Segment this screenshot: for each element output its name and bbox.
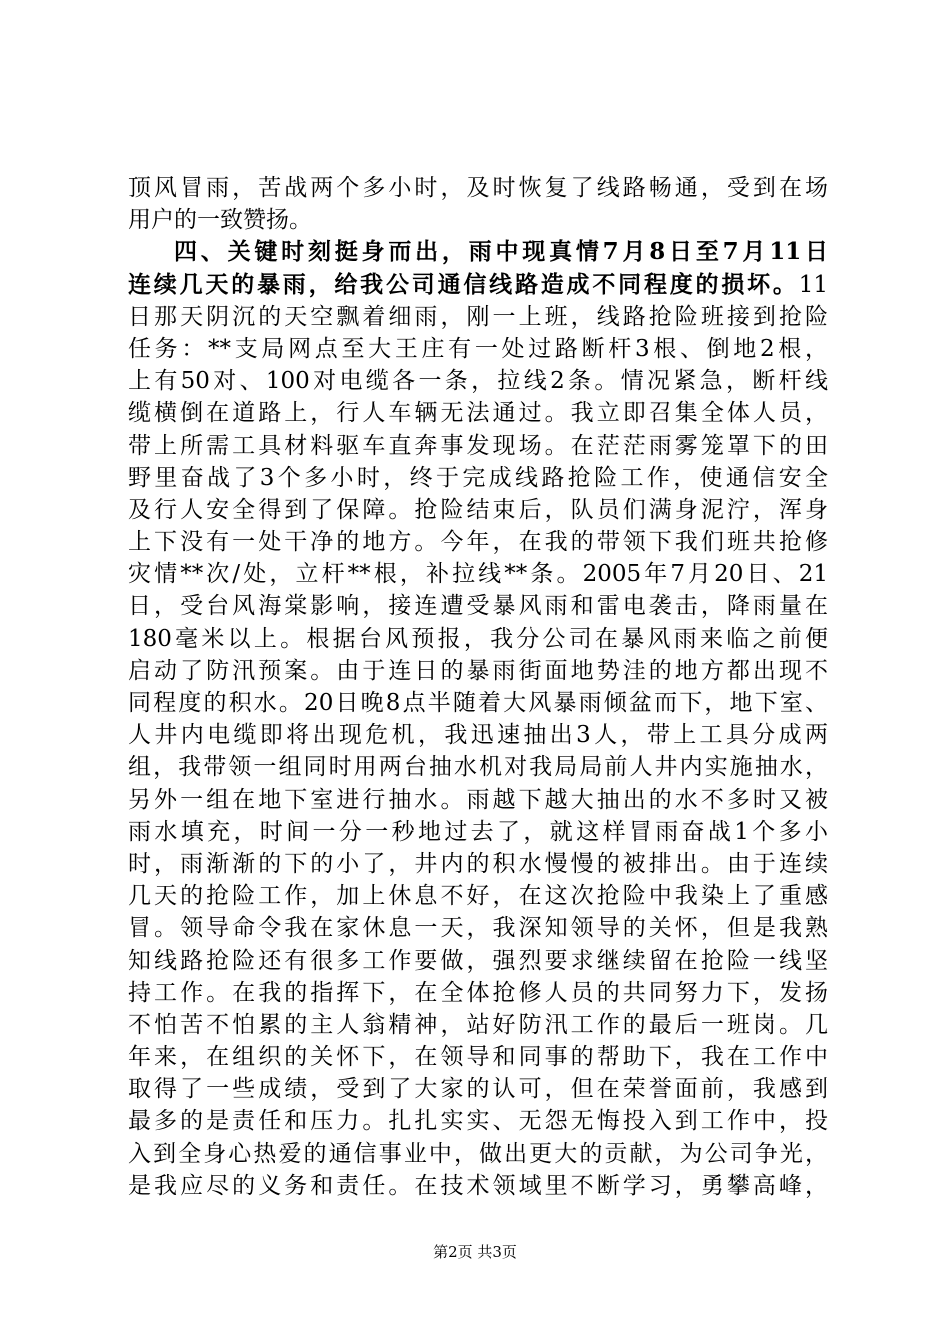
- text-line: 最多的是责任和压力。扎扎实实、无怨无悔投入到工作中，投: [128, 1108, 828, 1135]
- text-line: 及行人安全得到了保障。抢险结束后，队员们满身泥泞，浑身: [128, 496, 828, 523]
- text-line: 上有50对、100对电缆各一条，拉线2条。情况紧急，断杆线: [128, 368, 828, 395]
- text-line: 启动了防汛预案。由于连日的暴雨街面地势洼的地方都出现不: [128, 657, 828, 684]
- text-line: 是我应尽的义务和责任。在技术领域里不断学习，勇攀高峰，: [128, 1172, 828, 1199]
- text-line: 入到全身心热爱的通信事业中，做出更大的贡献，为公司争光，: [128, 1140, 828, 1167]
- page-footer: 第2页 共3页: [433, 1243, 517, 1261]
- section-heading-line: 四、关键时刻挺身而出，雨中现真情7月8日至7月11日: [174, 238, 828, 266]
- text-line: 带上所需工具材料驱车直奔事发现场。在茫茫雨雾笼罩下的田: [128, 432, 828, 459]
- text-line: 知线路抢险还有很多工作要做，强烈要求继续留在抢险一线坚: [128, 947, 828, 974]
- text-line: 上下没有一处干净的地方。今年，在我的带领下我们班共抢修: [128, 529, 828, 556]
- text-line: 年来，在组织的关怀下，在领导和同事的帮助下，我在工作中: [128, 1044, 828, 1071]
- text-line: 持工作。在我的指挥下，在全体抢修人员的共同努力下，发扬: [128, 979, 828, 1006]
- text-line: 野里奋战了3个多小时，终于完成线路抢险工作，使通信安全: [128, 464, 828, 491]
- text-line: 任务：**支局网点至大王庄有一处过路断杆3根、倒地2根，: [128, 335, 828, 362]
- text-line: 时，雨渐渐的下的小了，井内的积水慢慢的被排出。由于连续: [128, 850, 828, 877]
- text-line: 顶风冒雨，苦战两个多小时，及时恢复了线路畅通，受到在场: [128, 175, 828, 201]
- text-line: 几天的抢险工作，加上休息不好，在这次抢险中我染上了重感: [128, 883, 828, 910]
- text-line: 日那天阴沉的天空飘着细雨，刚一上班，线路抢险班接到抢险: [128, 303, 828, 330]
- text-line: 雨水填充，时间一分一秒地过去了，就这样冒雨奋战1个多小: [128, 818, 828, 845]
- section-heading-tail: 连续几天的暴雨，给我公司通信线路造成不同程度的损坏。: [128, 270, 799, 298]
- text-line: 取得了一些成绩，受到了大家的认可，但在荣誉面前，我感到: [128, 1076, 828, 1103]
- text-line: 冒。领导命令我在家休息一天，我深知领导的关怀，但是我熟: [128, 915, 828, 942]
- inline-number: 11: [798, 271, 828, 298]
- text-line: 另外一组在地下室进行抽水。雨越下越大抽出的水不多时又被: [128, 786, 828, 813]
- text-line: 同程度的积水。20日晚8点半随着大风暴雨倾盆而下，地下室、: [128, 690, 828, 716]
- paragraph-lines: [128, 301, 828, 1202]
- text-line: 不怕苦不怕累的主人翁精神，站好防汛工作的最后一班岗。几: [128, 1011, 828, 1038]
- text-line: 组，我带领一组同时用两台抽水机对我局局前人井内实施抽水，: [128, 754, 828, 781]
- text-line: 180毫米以上。根据台风预报，我分公司在暴风雨来临之前便: [128, 625, 828, 652]
- text-line: 灾情**次/处，立杆**根，补拉线**条。2005年7月20日、21: [128, 561, 828, 588]
- body-text: [128, 172, 828, 1202]
- text-line: 日，受台风海棠影响，接连遭受暴风雨和雷电袭击，降雨量在: [128, 593, 828, 620]
- text-line: 人井内电缆即将出现危机，我迅速抽出3人，带上工具分成两: [128, 722, 828, 749]
- text-line: 缆横倒在道路上，行人车辆无法通过。我立即召集全体人员，: [128, 400, 828, 427]
- text-line: 用户的一致赞扬。: [128, 207, 312, 234]
- text-line: [128, 269, 828, 301]
